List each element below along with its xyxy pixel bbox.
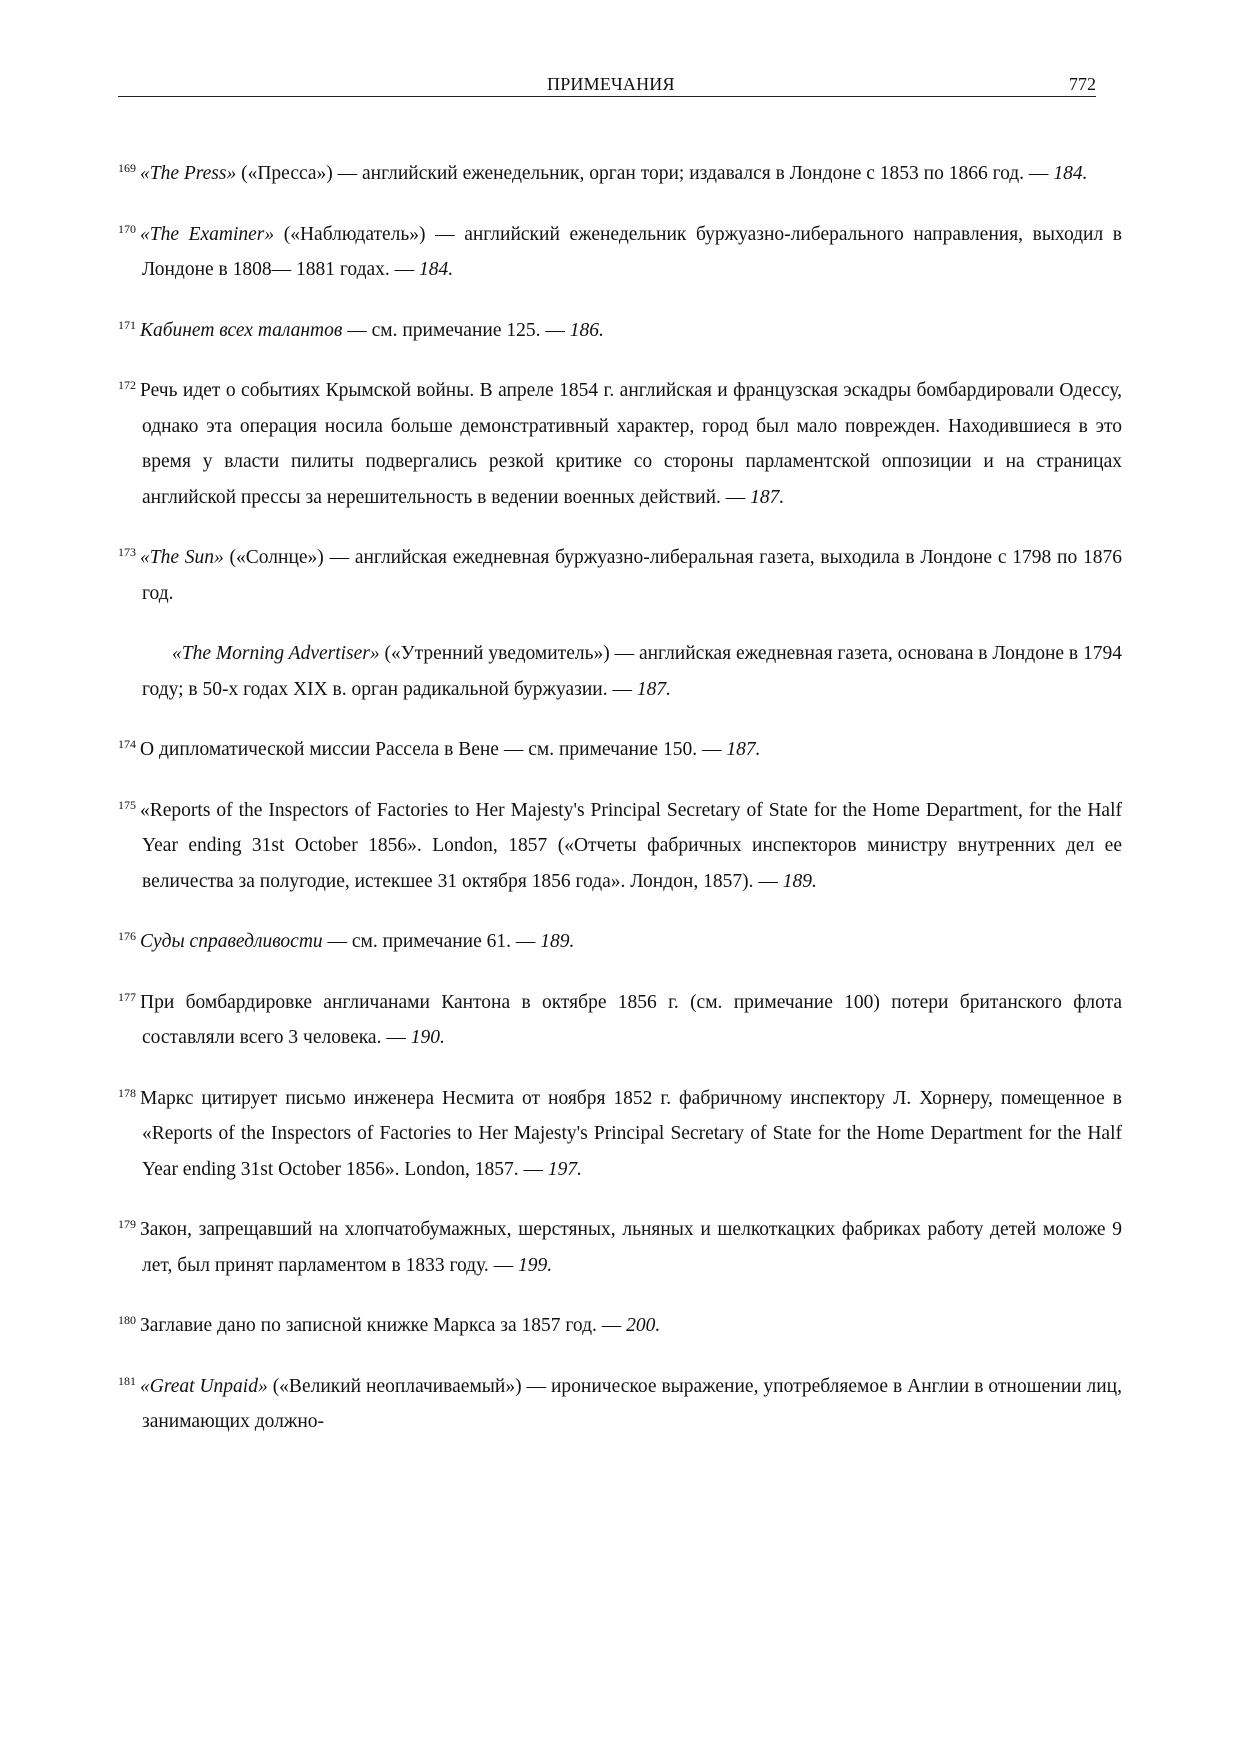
note-text: Закон, запрещавший на хлопчатобумажных, шерстяных, льняных и шелкоткацких фабриках работу детей моложе 9 лет, был принят парламентом в 1833 году. —	[140, 1219, 1122, 1276]
note-text: «Reports of the Inspectors of Factories to Her Majesty's Principal Secretary of State for the Home Department, for the Half Year ending 31st October 1856». London, 1857 («Отчеты фабричных инспекторов министру внутренних дел ее величества за полугодие, истекшее 31 октября 1856 года». Лондон, 1857). —	[140, 799, 1122, 892]
note-paragraph	[118, 217, 1122, 288]
note-text: При бомбардировке англичанами Кантона в октябре 1856 г. (см. примечание 100) потери британского флота составляли всего 3 человека. —	[140, 991, 1122, 1048]
note-number: 176	[118, 929, 136, 943]
page-number: 772	[1069, 74, 1096, 94]
note-paragraph	[118, 313, 1122, 349]
section-title: ПРИМЕЧАНИЯ	[547, 74, 675, 94]
note-paragraph	[118, 1308, 1122, 1344]
note-italic-text: 187.	[750, 486, 785, 508]
note-paragraph	[118, 373, 1122, 515]
note-text: — см. примечание 61. —	[322, 931, 541, 952]
note-text: Маркс цитирует письмо инженера Несмита от ноября 1852 г. фабричному инспектору Л. Хорнеру, помещенное в «Reports of the Inspectors of Factories to Her Majesty's Principal Secretary of State for the Home Department for the Half Year ending 31st October 1856». London, 1857. —	[140, 1087, 1122, 1180]
note-text: («Великий неоплачиваемый») — ироническое выражение, употребляемое в Англии в отношении лиц, занимающих должно-	[142, 1375, 1122, 1432]
note-italic-text: 197.	[547, 1158, 582, 1180]
note-text: О дипломатической миссии Рассела в Вене — см. примечание 150. —	[140, 739, 727, 760]
note-italic-text: 199.	[518, 1254, 553, 1276]
note-number: 178	[118, 1085, 136, 1100]
note-italic-text: «The Examiner»	[140, 223, 275, 245]
note-italic-text: 189.	[782, 870, 817, 892]
note-paragraph	[118, 636, 1122, 707]
note-number: 172	[118, 378, 136, 392]
running-header	[118, 74, 1096, 97]
note-number: 169	[118, 161, 136, 175]
note-text: («Наблюдатель») — английский еженедельник буржуазно-либерального направления, выходил в Лондоне в 1808— 1881 годах. —	[142, 223, 1122, 280]
note-number: 170	[118, 221, 136, 236]
note-number: 181	[118, 1373, 136, 1388]
note-italic-text: «The Sun»	[140, 547, 224, 568]
note-paragraph	[118, 985, 1122, 1056]
note-paragraph	[118, 1369, 1122, 1440]
note-italic-text: 187.	[636, 678, 671, 700]
note-italic-text: 189.	[540, 931, 575, 952]
note-italic-text: 186.	[569, 319, 604, 341]
note-text: («Солнце») — английская ежедневная буржуазно-либеральная газета, выходила в Лондоне с 1798 по 1876 год.	[142, 547, 1122, 604]
note-paragraph	[118, 156, 1122, 192]
note-number: 180	[118, 1313, 136, 1327]
note-text: («Пресса») — английский еженедельник, орган тори; издавался в Лондоне с 1853 по 1866 год. —	[236, 163, 1054, 184]
note-text: — см. примечание 125. —	[342, 319, 570, 341]
note-italic-text: 200.	[626, 1315, 661, 1336]
note-italic-text: 184.	[419, 259, 454, 280]
note-paragraph	[118, 732, 1122, 768]
note-paragraph	[118, 924, 1122, 960]
note-text: Речь идет о событиях Крымской войны. В апреле 1854 г. английская и французская эскадры бомбардировали Одессу, однако эта операция носила больше демонстративный характер, город был мало поврежден. Находившиеся в это время у власти пилиты подвергались резкой критике со стороны парламентской оппозиции и на страницах английской прессы за нерешительность в ведении военных действий. —	[140, 380, 1122, 508]
note-paragraph	[118, 1212, 1122, 1283]
note-text: («Утренний уведомитель») — английская ежедневная газета, основана в Лондоне в 1794 году; в 50-х годах XIX в. орган радикальной буржуазии. —	[142, 643, 1122, 700]
note-italic-text: 190.	[410, 1027, 445, 1048]
note-number: 177	[118, 989, 136, 1004]
note-italic-text: «Great Unpaid»	[140, 1375, 268, 1397]
note-number: 179	[118, 1217, 136, 1231]
note-paragraph	[118, 793, 1122, 900]
note-paragraph	[118, 1081, 1122, 1188]
note-number: 174	[118, 737, 136, 751]
note-number: 173	[118, 545, 136, 559]
note-italic-text: 187.	[726, 739, 761, 760]
notes-list	[118, 156, 1122, 1465]
note-italic-text: 184.	[1053, 163, 1088, 184]
note-text: Заглавие дано по записной книжке Маркса за 1857 год. —	[140, 1315, 627, 1336]
note-italic-text: Кабинет всех талантов	[140, 319, 343, 341]
note-number: 175	[118, 797, 136, 812]
note-italic-text: «The Press»	[140, 163, 237, 184]
note-italic-text: «The Morning Advertiser»	[172, 643, 380, 664]
note-italic-text: Суды справедливости	[140, 931, 323, 952]
note-number: 171	[118, 317, 136, 332]
note-paragraph	[118, 540, 1122, 611]
